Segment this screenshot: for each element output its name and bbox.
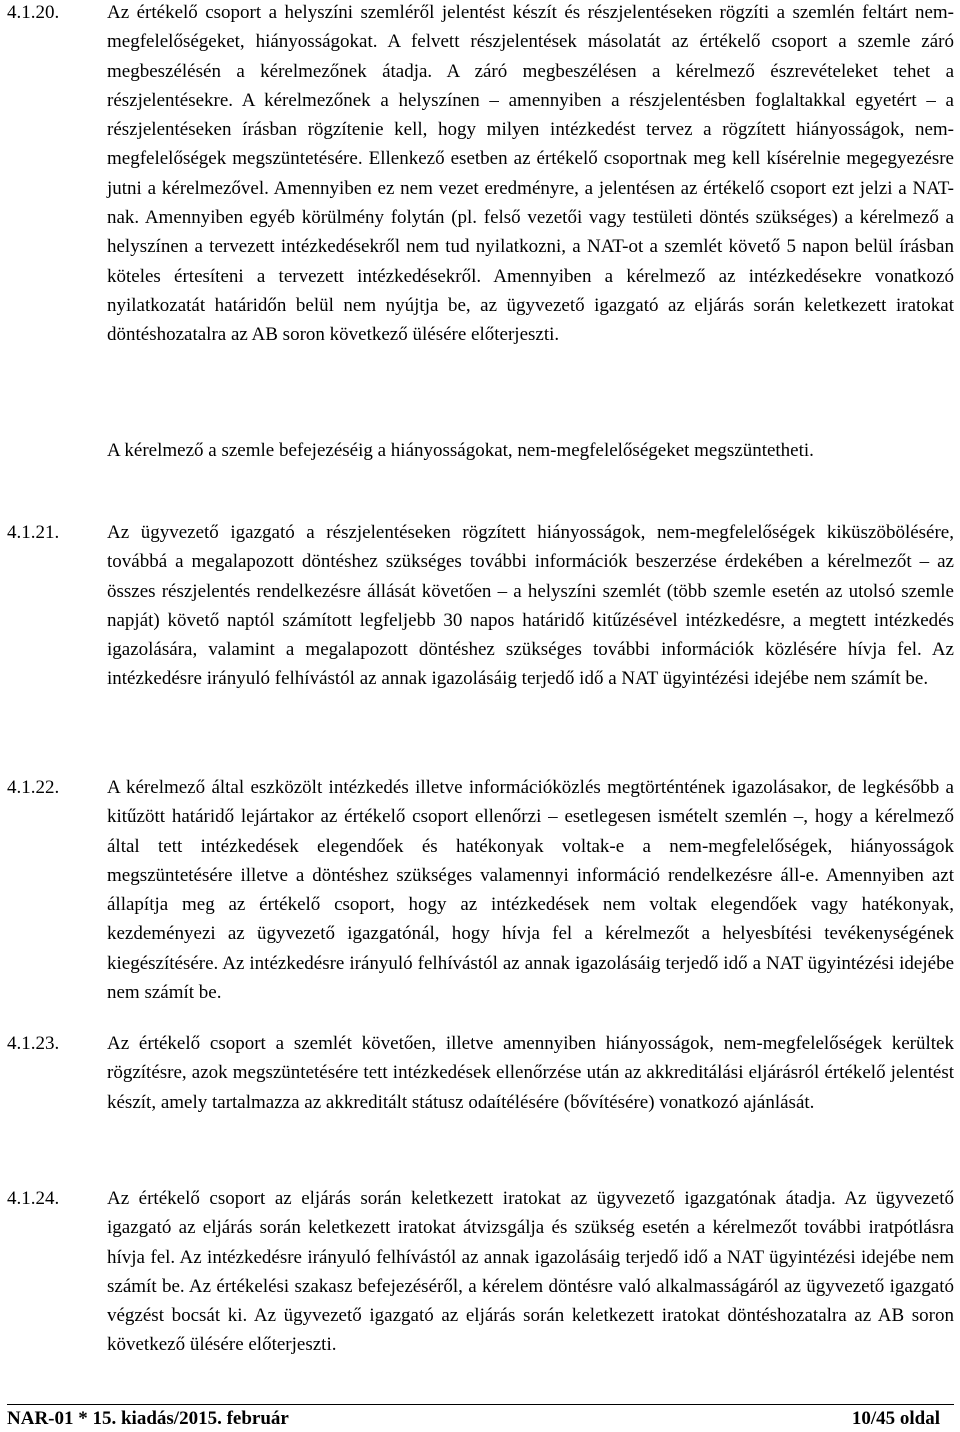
section-body: [107, 1184, 954, 1360]
footer-document-id: NAR-01 * 15. kiadás/2015. február: [7, 1408, 289, 1429]
paragraph: A kérelmező által eszközölt intézkedés illetve információközlés megtörténtének igazolásakor, de legkésőbb a kitűzött határidő lejártakor az értékelő csoport ellenőrzi – esetlegesen ismételt szemlén –, hogy a kérelmező által tett intézkedések elegendőek és hatékonyak voltak-e a nem-megfelelőségek, hiányosságok megszüntetésére illetve a döntéshez szükséges valamennyi információ rendelkezésre áll-e. Amennyiben azt állapítja meg az értékelő csoport, hogy az intézkedések nem voltak elegendőek vagy hatékonyak, kezdeményezi az ügyvezető igazgatónál, hogy hívja fel a kérelmezőt a helyesbítési tevékenységének kiegészítésére. Az intézkedésre irányuló felhívástól az annak igazolásáig terjedő idő a NAT ügyintézési idejébe nem számít be.: [107, 777, 954, 1004]
paragraph: Az értékelő csoport a szemlét követően, illetve amennyiben hiányosságok, nem-megfelelőségek kerültek rögzítésre, azok megszüntetésére tett intézkedések ellenőrzése után az akkreditálási eljárásról értékelő jelentést készít, amely tartalmazza az akkreditált státusz odaítélésére (bővítésére) vonatkozó ajánlását.: [107, 1033, 954, 1113]
footer-page-number: 10/45 oldal: [851, 1408, 940, 1429]
section-number: 4.1.21.: [7, 522, 60, 543]
section-number: 4.1.23.: [7, 1033, 60, 1054]
paragraph: A kérelmező a szemle befejezéséig a hiányosságokat, nem-megfelelőségeket megszüntetheti.: [107, 440, 814, 461]
section-number: 4.1.24.: [7, 1188, 60, 1209]
section-body: [107, 0, 954, 350]
section-number: 4.1.20.: [7, 2, 60, 23]
footer-divider: [7, 1404, 954, 1405]
section-body: [107, 1029, 954, 1117]
section-number: 4.1.22.: [7, 777, 60, 798]
section-body-second: [107, 436, 954, 465]
paragraph: Az ügyvezető igazgató a részjelentéseken rögzített hiányosságok, nem-megfelelőségek kiküszöbölésére, továbbá a megalapozott döntéshez szükséges további információk beszerzése érdekében a kérelmezőt – az összes részjelentés rendelkezésre állását követően – a helyszíni szemlét (több szemle esetén az utolsó szemle napját) követő naptól számított legfeljebb 30 napos határidő kitűzésével intézkedésre, a megtett intézkedés igazolására, valamint a megalapozott döntéshez szükséges további információk közlésére hívja fel. Az intézkedésre irányuló felhívástól az annak igazolásáig terjedő idő a NAT ügyintézési idejébe nem számít be.: [107, 522, 954, 690]
paragraph: Az értékelő csoport az eljárás során keletkezett iratokat az ügyvezető igazgatónak átadja. Az ügyvezető igazgató az eljárás során keletkezett iratokat átvizsgálja és szükség esetén a kérelmezőt további iratpótlásra hívja fel. Az intézkedésre irányuló felhívástól az annak igazolásáig terjedő idő a NAT ügyintézési idejébe nem számít be. Az értékelési szakasz befejezéséről, a kérelem döntésre való alkalmasságáról az ügyvezető igazgató végzést bocsát ki. Az ügyvezető igazgató az eljárás során keletkezett iratokat döntéshozatalra az AB soron következő ülésére előterjeszti.: [107, 1188, 954, 1356]
paragraph: Az értékelő csoport a helyszíni szemléről jelentést készít és részjelentéseken rögzíti a szemlén feltárt nem-megfelelőségeket, hiányosságokat. A felvett részjelentések másolatát az értékelő csoport a szemle záró megbeszélésén a kérelmezőnek átadja. A záró megbeszélésen a kérelmező észrevételeket tehet a részjelentésekre. A kérelmezőnek a helyszínen – amennyiben a részjelentésben foglaltakkal egyetért – a részjelentéseken írásban rögzítenie kell, hogy milyen intézkedést tervez a rögzített hiányosságok, nem-megfelelőségek megszüntetésére. Ellenkező esetben az értékelő csoportnak meg kell kísérelnie megegyezésre jutni a kérelmezővel. Amennyiben ez nem vezet eredményre, a jelentésen az értékelő csoport ezt jelzi a NAT-nak. Amennyiben egyéb körülmény folytán (pl. felső vezetői vagy testületi döntés szükséges) a kérelmező a helyszínen a tervezett intézkedésekről nem tud nyilatkozni, a NAT-ot a szemlét követő 5 napon belül írásban köteles értesíteni a tervezett intézkedésekről. Amennyiben a kérelmező az intézkedésekre vonatkozó nyilatkozatát határidőn belül nem nyújtja be, az ügyvezető igazgató az eljárás során keletkezett iratokat döntéshozatalra az AB soron következő ülésére előterjeszti.: [107, 2, 954, 346]
section-body: [107, 773, 954, 1007]
section-body: [107, 518, 954, 694]
